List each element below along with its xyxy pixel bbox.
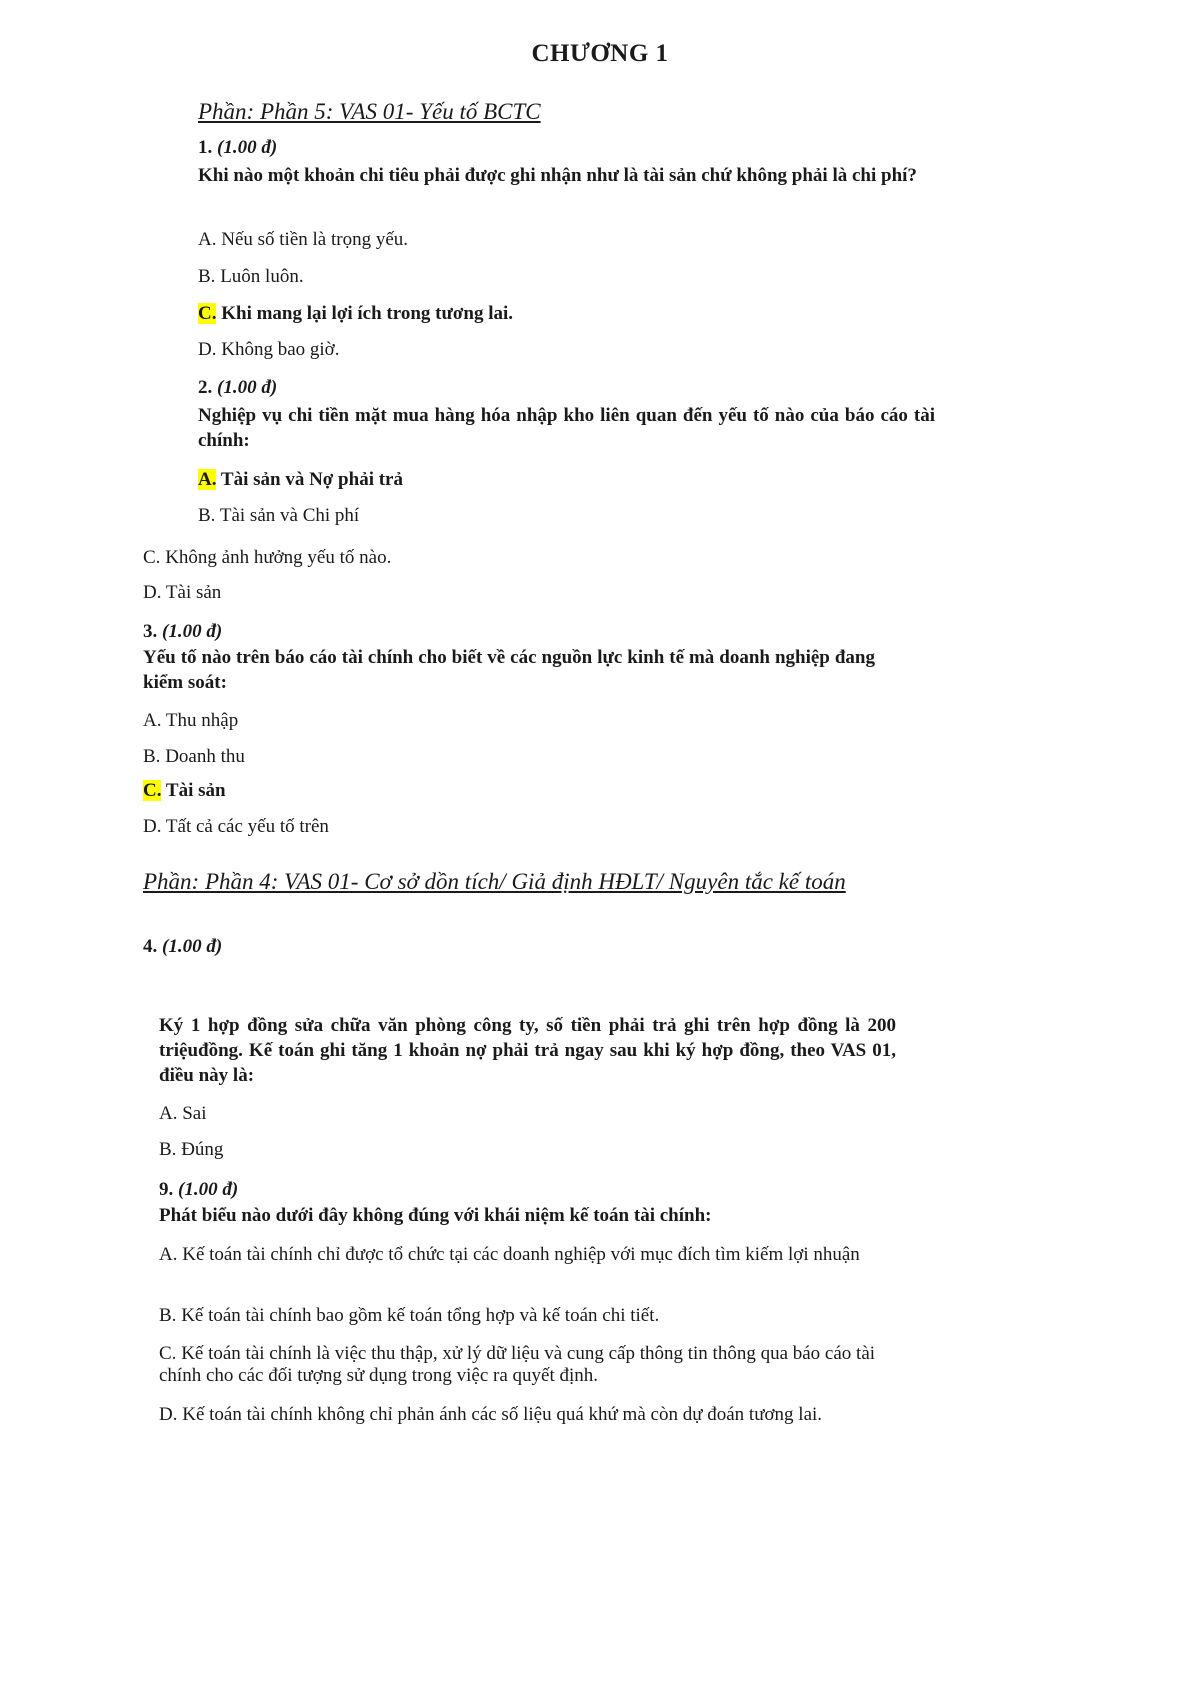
correct-answer-highlight: A. bbox=[198, 469, 217, 490]
question-text: Nghiệp vụ chi tiền mặt mua hàng hóa nhập kho liên quan đến yếu tố nào của báo cáo tài chính: bbox=[198, 405, 935, 451]
correct-answer-highlight: C. bbox=[198, 303, 217, 324]
answer-option-correct: C. Khi mang lại lợi ích trong tương lai. bbox=[198, 303, 514, 324]
question-text: Ký 1 hợp đồng sửa chữa văn phòng công ty, số tiền phải trả ghi trên hợp đồng là 200 triệuđồng. Kế toán ghi tăng 1 khoản nợ phải trả ngay sau khi ký hợp đồng, theo VAS 01, điều này là: bbox=[159, 1015, 896, 1086]
question-number: 3. (1.00 đ) bbox=[143, 621, 223, 642]
question-text: Khi nào một khoản chi tiêu phải được ghi nhận như là tài sản chứ không phải là chi phí? bbox=[198, 165, 917, 186]
answer-option: C. Không ảnh hưởng yếu tố nào. bbox=[143, 547, 392, 568]
question-text: Yếu tố nào trên báo cáo tài chính cho biết về các nguồn lực kinh tế mà doanh nghiệp đang kiểm soát: bbox=[143, 647, 875, 693]
answer-option: B. Tài sản và Chi phí bbox=[198, 505, 360, 526]
answer-option: B. Kế toán tài chính bao gồm kế toán tổng hợp và kế toán chi tiết. bbox=[159, 1305, 660, 1326]
answer-option: D. Tất cả các yếu tố trên bbox=[143, 816, 329, 837]
answer-option: A. Kế toán tài chính chỉ được tổ chức tại các doanh nghiệp với mục đích tìm kiếm lợi nhuận bbox=[159, 1244, 860, 1265]
question-text: Phát biểu nào dưới đây không đúng với khái niệm kế toán tài chính: bbox=[159, 1205, 712, 1226]
answer-option: A. Sai bbox=[159, 1103, 207, 1124]
answer-option: C. Kế toán tài chính là việc thu thập, xử lý dữ liệu và cung cấp thông tin thông qua báo cáo tài chính cho các đối tượng sử dụng trong việc ra quyết định. bbox=[159, 1343, 876, 1386]
answer-option: B. Đúng bbox=[159, 1139, 224, 1160]
answer-option: A. Nếu số tiền là trọng yếu. bbox=[198, 229, 409, 250]
section-heading: Phần: Phần 5: VAS 01- Yếu tố BCTC bbox=[198, 99, 541, 124]
answer-option-correct: C. Tài sản bbox=[143, 780, 226, 801]
answer-option: D. Tài sản bbox=[143, 582, 222, 603]
answer-option: B. Luôn luôn. bbox=[198, 266, 304, 287]
answer-option: D. Không bao giờ. bbox=[198, 339, 340, 360]
chapter-title: CHƯƠNG 1 bbox=[531, 40, 669, 67]
answer-option: B. Doanh thu bbox=[143, 746, 245, 767]
correct-answer-highlight: C. bbox=[143, 780, 162, 801]
question-number: 9. (1.00 đ) bbox=[159, 1179, 239, 1200]
question-number: 1. (1.00 đ) bbox=[198, 137, 278, 158]
question-number: 2. (1.00 đ) bbox=[198, 377, 278, 398]
section-heading: Phần: Phần 4: VAS 01- Cơ sở dồn tích/ Giả định HĐLT/ Nguyên tắc kế toán bbox=[143, 869, 846, 894]
answer-option: A. Thu nhập bbox=[143, 710, 239, 731]
question-number: 4. (1.00 đ) bbox=[143, 936, 223, 957]
answer-option: D. Kế toán tài chính không chỉ phản ánh các số liệu quá khứ mà còn dự đoán tương lai. bbox=[159, 1404, 823, 1425]
answer-option-correct: A. Tài sản và Nợ phải trả bbox=[198, 469, 403, 490]
